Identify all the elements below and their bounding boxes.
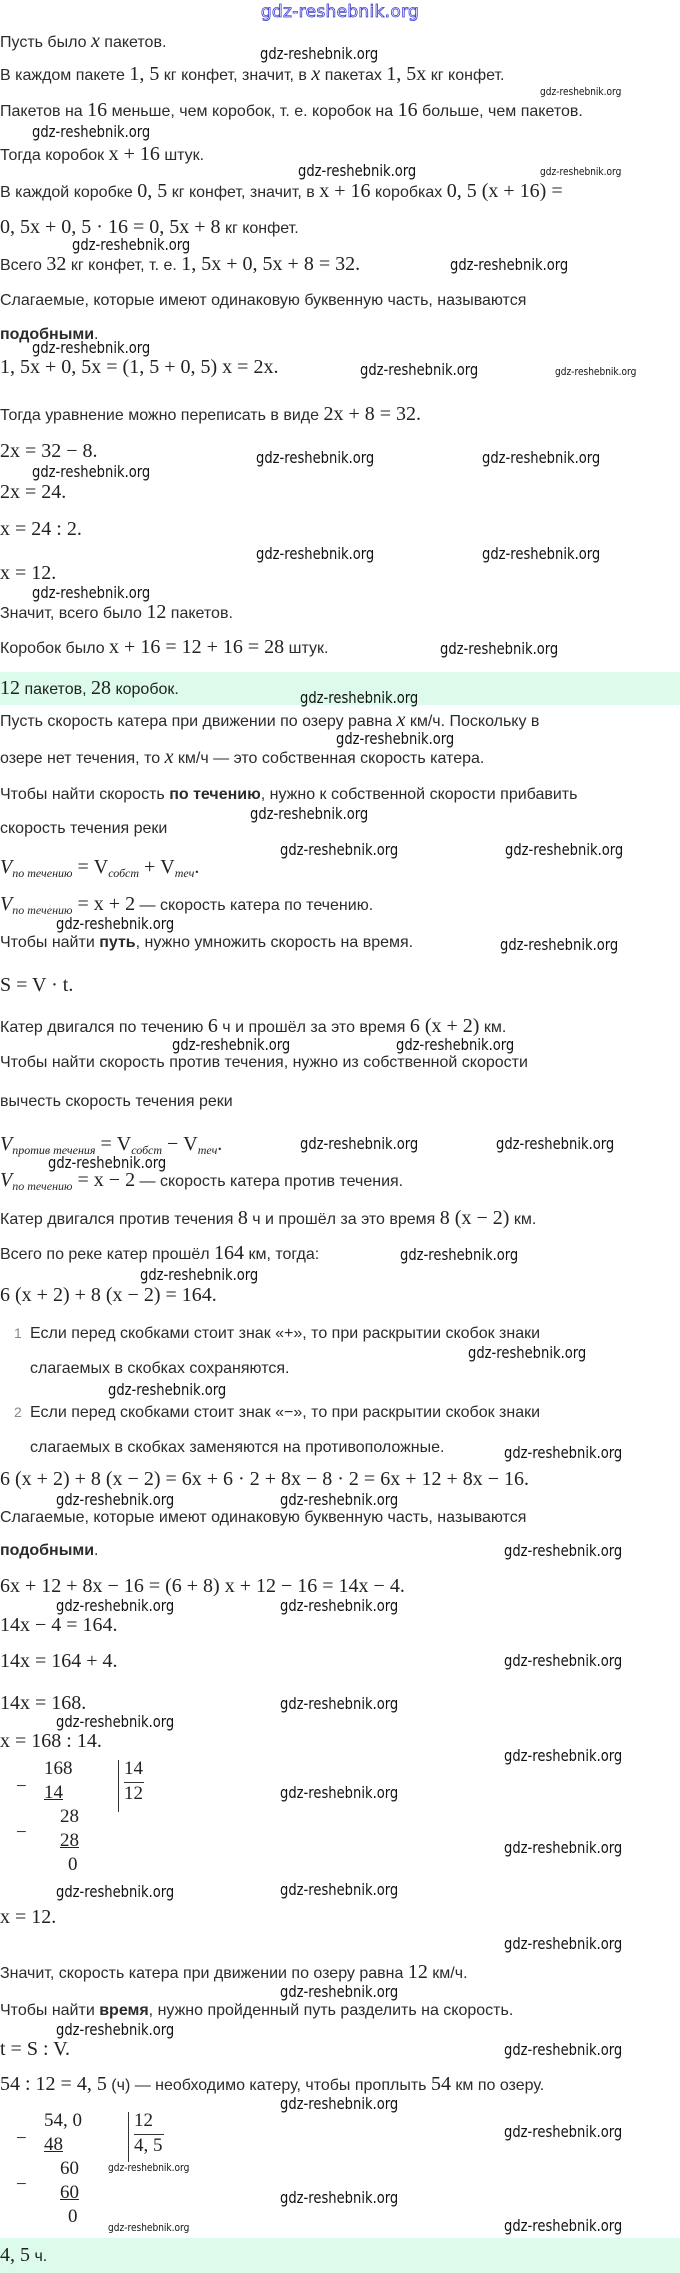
answer-text: 4, 5 ч. <box>0 2244 48 2266</box>
watermark: gdz-reshebnik.org <box>504 1746 623 1765</box>
text-line: Чтобы найти скорость против течения, нужно из собственной скорости <box>0 1054 528 1071</box>
text-line: Всего по реке катер прошёл 164 км, тогда: <box>0 1242 320 1264</box>
subtrahend: 60 <box>60 2182 79 2203</box>
watermark: gdz-reshebnik.org <box>504 1651 623 1670</box>
rule-item: 2 Если перед скобками стоит знак «−», то при раскрытии скобок знаки <box>14 1404 541 1421</box>
watermark: gdz-reshebnik.org <box>32 462 151 481</box>
watermark: gdz-reshebnik.org <box>56 2020 175 2039</box>
subtrahend: 48 <box>44 2134 63 2155</box>
text-line: Всего 32 кг конфет, т. е. 1, 5x + 0, 5x + 8 = 32. <box>0 253 361 275</box>
formula-line: x = 24 : 2. <box>0 518 82 540</box>
divisor: 14 <box>124 1758 143 1779</box>
text-line: Пусть было x пакетов. <box>0 30 167 52</box>
watermark: gdz-reshebnik.org <box>450 255 569 274</box>
minus-sign: − <box>16 1776 27 1797</box>
text-line: Тогда уравнение можно переписать в виде 2x + 8 = 32. <box>0 403 422 425</box>
watermark: gdz-reshebnik.org <box>32 122 151 141</box>
text-line: Коробок было x + 16 = 12 + 16 = 28 штук. <box>0 636 329 658</box>
text-line: скорость течения реки <box>0 820 168 837</box>
watermark: gdz-reshebnik.org <box>482 544 601 563</box>
site-logo[interactable]: gdz-reshebnik.org <box>260 2 420 22</box>
formula-line: x = 12. <box>0 562 57 584</box>
formula-line: 6 (x + 2) + 8 (x − 2) = 6x + 6 · 2 + 8x − 8 · 2 = 6x + 12 + 8x − 16. <box>0 1468 530 1490</box>
watermark: gdz-reshebnik.org <box>540 85 622 98</box>
watermark: gdz-reshebnik.org <box>108 2221 190 2234</box>
formula-line: 14x = 168. <box>0 1692 87 1714</box>
watermark: gdz-reshebnik.org <box>504 1934 623 1953</box>
answer-text: 12 пакетов, 28 коробок. <box>0 677 179 699</box>
minus-sign: − <box>16 1822 27 1843</box>
text-line: озере нет течения, то x км/ч — это собственная скорость катера. <box>0 746 485 768</box>
quotient: 12 <box>124 1783 143 1804</box>
watermark: gdz-reshebnik.org <box>256 544 375 563</box>
watermark: gdz-reshebnik.org <box>360 360 479 379</box>
watermark: gdz-reshebnik.org <box>504 1443 623 1462</box>
watermark: gdz-reshebnik.org <box>468 1343 587 1362</box>
watermark: gdz-reshebnik.org <box>56 1712 175 1731</box>
division-bar <box>128 2112 129 2162</box>
watermark: gdz-reshebnik.org <box>56 1882 175 1901</box>
rule-item: 1 Если перед скобками стоит знак «+», то при раскрытии скобок знаки <box>14 1325 541 1342</box>
watermark: gdz-reshebnik.org <box>280 2094 399 2113</box>
watermark: gdz-reshebnik.org <box>32 583 151 602</box>
minus-sign: − <box>16 2174 27 2195</box>
minus-sign: − <box>16 2128 27 2149</box>
formula-line: $V_{против течения} = V_{собст} - V_{теч}$. <box>0 1133 223 1157</box>
watermark: gdz-reshebnik.org <box>505 840 624 859</box>
watermark: gdz-reshebnik.org <box>140 1265 259 1284</box>
text-line: Тогда коробок x + 16 штук. <box>0 143 205 165</box>
text-line: Чтобы найти путь, нужно умножить скорость на время. <box>0 934 414 951</box>
remainder-final: 0 <box>68 2206 78 2227</box>
formula-line: x = 12. <box>0 1906 57 1928</box>
text-line: Чтобы найти время, нужно пройденный путь разделить на скорость. <box>0 2002 514 2019</box>
watermark: gdz-reshebnik.org <box>300 688 419 707</box>
text-line: В каждом пакете 1, 5 кг конфет, значит, в x пакетах 1, 5x кг конфет. <box>0 63 505 85</box>
divisor: 12 <box>134 2110 153 2131</box>
formula-line: $V_{по течению} = x - 2$ — скорость катера против течения. <box>0 1169 404 1193</box>
watermark: gdz-reshebnik.org <box>396 1035 515 1054</box>
watermark: gdz-reshebnik.org <box>440 639 559 658</box>
text-line: Катер двигался против течения 8 ч и прошёл за это время 8 (x − 2) км. <box>0 1207 537 1229</box>
term-definition: подобными. <box>0 1542 99 1559</box>
text-line: Пусть скорость катера при движении по озеру равна x км/ч. Поскольку в <box>0 709 540 731</box>
dividend: 54, 0 <box>44 2110 82 2131</box>
text-line: 54 : 12 = 4, 5 (ч) — необходимо катеру, чтобы проплыть 54 км по озеру. <box>0 2073 545 2095</box>
answer-box <box>0 2238 680 2273</box>
text-line: Катер двигался по течению 6 ч и прошёл за это время 6 (x + 2) км. <box>0 1015 507 1037</box>
watermark: gdz-reshebnik.org <box>280 840 399 859</box>
text-line: Значит, всего было 12 пакетов. <box>0 601 233 623</box>
remainder: 28 <box>60 1806 79 1827</box>
watermark: gdz-reshebnik.org <box>260 44 379 63</box>
watermark: gdz-reshebnik.org <box>280 1490 399 1509</box>
rule-item-cont: слагаемых в скобках сохраняются. <box>30 1360 290 1377</box>
watermark: gdz-reshebnik.org <box>496 1134 615 1153</box>
watermark: gdz-reshebnik.org <box>482 448 601 467</box>
formula-line: $V_{по течению} = V_{собст} + V_{теч}$. <box>0 856 200 880</box>
remainder-final: 0 <box>68 1854 78 1875</box>
formula-line: 1, 5x + 0, 5x = (1, 5 + 0, 5) x = 2x. <box>0 356 279 378</box>
formula-line: 0, 5x + 0, 5 · 16 = 0, 5x + 8 кг конфет. <box>0 216 299 238</box>
watermark: gdz-reshebnik.org <box>280 1694 399 1713</box>
watermark: gdz-reshebnik.org <box>555 365 637 378</box>
watermark: gdz-reshebnik.org <box>108 2161 190 2174</box>
text-line: вычесть скорость течения реки <box>0 1093 233 1110</box>
watermark: gdz-reshebnik.org <box>48 1153 167 1172</box>
formula-line: x = 168 : 14. <box>0 1730 102 1752</box>
text-line: Слагаемые, которые имеют одинаковую буквенную часть, называются <box>0 292 527 309</box>
formula-line: 14x − 4 = 164. <box>0 1614 118 1636</box>
watermark: gdz-reshebnik.org <box>108 1380 227 1399</box>
watermark: gdz-reshebnik.org <box>56 1490 175 1509</box>
watermark: gdz-reshebnik.org <box>250 804 369 823</box>
subtrahend: 28 <box>60 1830 79 1851</box>
watermark: gdz-reshebnik.org <box>504 2040 623 2059</box>
watermark: gdz-reshebnik.org <box>298 161 417 180</box>
dividend: 168 <box>44 1758 73 1779</box>
rule-item-cont: слагаемых в скобках заменяются на противоположные. <box>30 1439 445 1456</box>
text-line: Чтобы найти скорость по течению, нужно к собственной скорости прибавить <box>0 786 578 803</box>
watermark: gdz-reshebnik.org <box>400 1245 519 1264</box>
formula-line: 6x + 12 + 8x − 16 = (6 + 8) x + 12 − 16 = 14x − 4. <box>0 1575 405 1597</box>
text-line: Пакетов на 16 меньше, чем коробок, т. е. коробок на 16 больше, чем пакетов. <box>0 99 583 121</box>
formula-line: 2x = 32 − 8. <box>0 440 98 462</box>
text-line: В каждой коробке 0, 5 кг конфет, значит, в x + 16 коробках 0, 5 (x + 16) = <box>0 180 563 202</box>
watermark: gdz-reshebnik.org <box>72 235 191 254</box>
watermark: gdz-reshebnik.org <box>336 729 455 748</box>
formula-line: 2x = 24. <box>0 481 67 503</box>
watermark: gdz-reshebnik.org <box>300 1134 419 1153</box>
watermark: gdz-reshebnik.org <box>540 165 622 178</box>
term-definition: подобными. <box>0 326 99 343</box>
formula-line: 6 (x + 2) + 8 (x − 2) = 164. <box>0 1284 217 1306</box>
formula-line: t = S : V. <box>0 2038 71 2060</box>
watermark: gdz-reshebnik.org <box>256 448 375 467</box>
watermark: gdz-reshebnik.org <box>504 2122 623 2141</box>
division-bar <box>118 1760 119 1812</box>
watermark: gdz-reshebnik.org <box>504 1838 623 1857</box>
watermark: gdz-reshebnik.org <box>172 1035 291 1054</box>
watermark: gdz-reshebnik.org <box>32 338 151 357</box>
text-line: Слагаемые, которые имеют одинаковую буквенную часть, называются <box>0 1509 527 1526</box>
watermark: gdz-reshebnik.org <box>280 1880 399 1899</box>
watermark: gdz-reshebnik.org <box>280 1783 399 1802</box>
watermark: gdz-reshebnik.org <box>504 1541 623 1560</box>
text-line: Значит, скорость катера при движении по озеру равна 12 км/ч. <box>0 1961 468 1983</box>
formula-line: $V_{по течению} = x + 2$ — скорость катера по течению. <box>0 893 374 917</box>
watermark: gdz-reshebnik.org <box>56 1596 175 1615</box>
watermark: gdz-reshebnik.org <box>504 2216 623 2235</box>
watermark: gdz-reshebnik.org <box>280 1596 399 1615</box>
subtrahend: 14 <box>44 1782 63 1803</box>
remainder: 60 <box>60 2158 79 2179</box>
quotient: 4, 5 <box>134 2135 163 2156</box>
watermark: gdz-reshebnik.org <box>280 1982 399 2001</box>
formula-line: S = V · t. <box>0 974 74 996</box>
watermark: gdz-reshebnik.org <box>500 935 619 954</box>
watermark: gdz-reshebnik.org <box>56 914 175 933</box>
formula-line: 14x = 164 + 4. <box>0 1650 118 1672</box>
watermark: gdz-reshebnik.org <box>280 2188 399 2207</box>
